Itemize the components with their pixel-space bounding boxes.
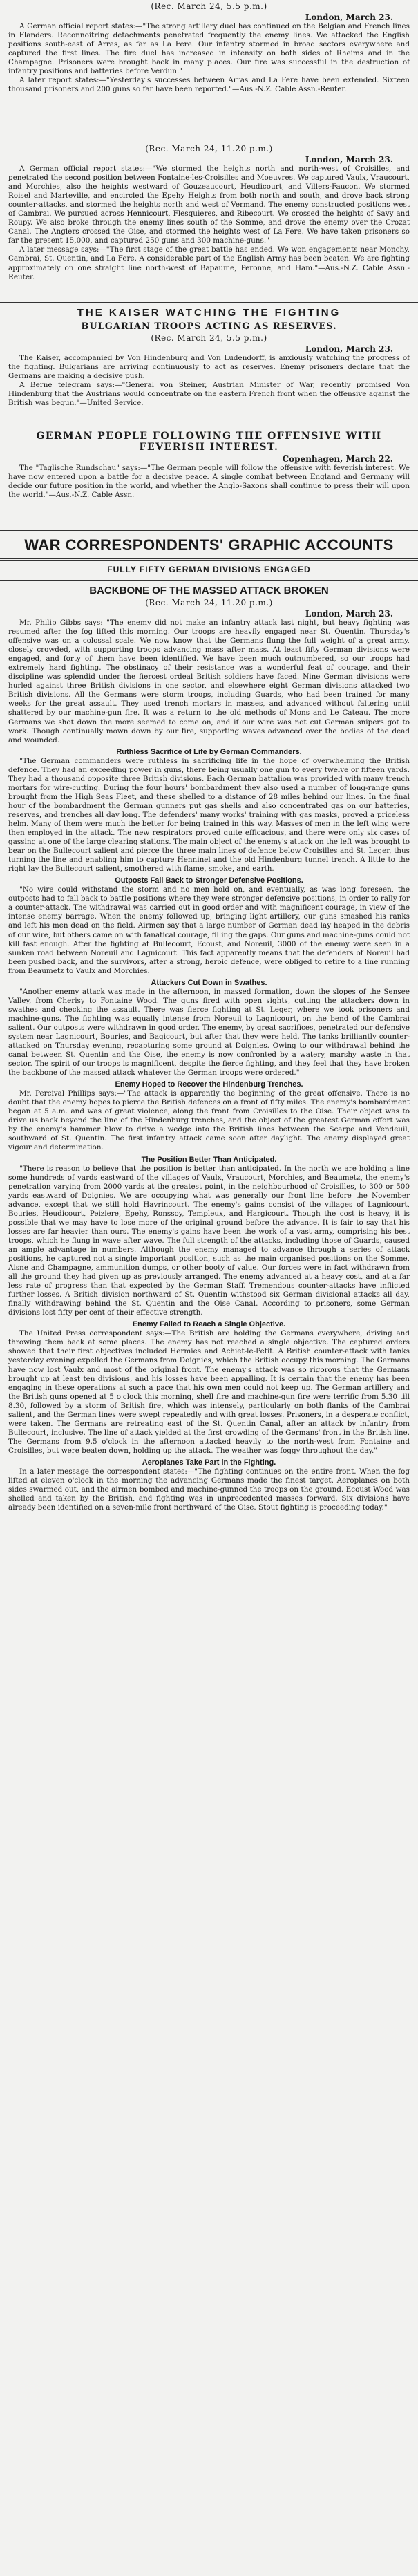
dateline: London, March 23.: [305, 344, 393, 354]
double-rule: [0, 558, 418, 561]
article-headline-line-1: GERMAN PEOPLE FOLLOWING THE OFFENSIVE WITH: [36, 431, 382, 442]
dateline: London, March 23.: [305, 155, 393, 164]
received-line: (Rec. March 24, 11.20 p.m.): [145, 144, 273, 153]
received-line: (Rec. March 24, 5.5 p.m.): [151, 1, 267, 11]
received-line: (Rec. March 24, 11.20 p.m.): [145, 598, 273, 608]
section-paragraph: Mr. Percival Phillips says:—"The attack is apparently the beginning of the great offensive. There is no doubt that the enemy hopes to pierce the British defences on a front of fifty miles. The enemy's bombardment began at 5 a.m. and was of great violence, along the front from Croisilles to the Oise. Their object was to drive us back beyond the line of the Hindenburg trenches, and the object of the greatest German effort was by the enemy's hammer blow to drive a wedge into the British lines between the Scarpe and Vendeuil, southward of St. Quentin. The first infantry attack came soon after daylight. The enemy displayed great vigour and determination.: [8, 1089, 410, 1152]
section-subheading: Enemy Hoped to Recover the Hindenburg Trenches.: [115, 1080, 303, 1089]
dateline: London, March 23.: [305, 609, 393, 619]
kaiser-article: [0, 307, 418, 422]
body-paragraph: A German official report states:—"The strong artillery duel has continued on the Belgian and French lines in Flanders. Reconnoitring detachments penetrated frequently the enemy lines. We attacked the English positions south-east of Arras, as far as La Fere. Our infantry stormed in broad sectors everywhere and captured the first lines. The fire duel has increased in intensity on both sides of Rheims and in the Champagne. Prisoners were brought back in many places. Our fire was successful in the destruction of infantry positions and batteries before Verdun.": [8, 22, 410, 76]
section-subheading: Ruthless Sacrifice of Life by German Commanders.: [116, 747, 302, 756]
received-line: (Rec. March 24, 5.5 p.m.): [151, 333, 267, 343]
double-rule: [0, 579, 418, 581]
body-paragraph: A later report states:—"Yesterday's successes between Arras and La Fere have been extended. Sixteen thousand prisoners and 200 guns so far have been reported."—Aus.-N.Z. Cable Assn.-Reuter.: [8, 76, 410, 94]
body-paragraph: The Kaiser, accompanied by Von Hindenburg and Von Ludendorff, is anxiously watching the progress of the fighting. Bulgarians are arriving continuously to act as reserves. Enemy prisoners declare that the Germans are making a decisive push.: [8, 354, 410, 381]
article-subheadline: FULLY FIFTY GERMAN DIVISIONS ENGAGED: [107, 565, 311, 574]
section-subheading: Aeroplanes Take Part in the Fighting.: [142, 1458, 276, 1467]
section-paragraph: "Another enemy attack was made in the afternoon, in massed formation, down the slopes of the Sensee Valley, from Cherisy to Fontaine Wood. The guns fired with open sights, cutting the attackers down in swathes and checking the assault. There was fierce fighting at St. Leger, where we took prisoners and machine-guns. The fighting was equally intense from Noreuil to Lagnicourt, on the bend of the Cambrai salient. Our outposts were withdrawn in good order. The enemy, by great sacrifices, penetrated our defensive system near Lagnicourt, Bouries, and Bagicourt, but after that they were held. The tanks brilliantly counter-attacked on Thursday evening, recapturing some ground at Doignies. Owing to our withdrawal behind the canal between St. Quentin and the Oise, the enemy is now confronted by a watery, marshy waste in that sector. The spirit of our troops is magnificent, despite the fierce fighting, and they feel that they have broken the backbone of the massed attack whatever the German troops were ordered.": [8, 987, 410, 1078]
double-rule: [0, 301, 418, 303]
section-paragraph: "The German commanders were ruthless in sacrificing life in the hope of overwhelming the British defence. They had an exceeding power in guns, there being usually one gun to every twelve or fifteen yards. They had a thousand opposite three British divisions. Each German battalion was provided with many trench mortars for wire-cutting. During the four hours' bombardment they also used a number of long-range guns brought from the High Seas Fleet, and these shelled to a distance of 28 miles behind our lines. In the final hour of the bombardment the German gunners put gas shells and also concentrated gas on our batteries, reserves, and trenches all day long. The defenders' many works' training with gas masks, proved a priceless helm. Many of them were much the better for being trained in this way. Masses of men in the left wing were then employed in the attack. The new respirators proved quite efficacious, and there were only six cases of gassing at one of the large clearing stations. The main object of the enemy's attack on the left was brought to bear on the Bullecourt salient and pierce the three main lines of defence below Croisilles and St. Leger, thus turning the line and enabling him to capture Henninel and the old Hindenburg tunnel trench. A little to the right lay the Bullecourt salient, smothered with flame, smoke, and earth.: [8, 756, 410, 874]
body-paragraph: The "Taglische Rundschau" says:—"The German people will follow the offensive with feverish interest. We have now entered upon a battle for a decisive peace. A single combat between England and Germany will decide our future position in the world, and whether the Anglo-Saxons shall continue to press their will upon the world."—Aus.-N.Z. Cable Assn.: [8, 464, 410, 500]
double-rule: [0, 530, 418, 532]
article-headline: THE KAISER WATCHING THE FIGHTING: [77, 307, 341, 319]
section-paragraph: "There is reason to believe that the position is better than anticipated. In the north we are holding a line some hundreds of yards eastward of the villages of Vaulx, Vraucourt, Morchies, and Beaumetz, the enemy's penetration varying from 2000 yards at the greatest point, in the neighbourhood of Croisilles, to 300 or 500 yards eastward of Doignies. We are occupying what was generally our front line before the November advance, except that we still hold Havrincourt. The enemy's gains consist of the villages of Lagnicourt, Bouries, Heudicourt, Peiziere, Epehy, Ronssoy, Templeux, and Hargicourt. Though the cost is heavy, it is possible that we may have to lose more of the original ground before the advance. It is fair to say that his losses are far heavier than ours. The enemy's gains have been the work of a vast army, comprising his best troops, which he flung in wave after wave. The full strength of the attacks, including those of Guards, caused an ample advantage in numbers. Although the enemy managed to advance through a series of attack positions, he captured not a single important position, such as the main organised positions on the Somme, Aisne and Champagne, ammunition dumps, or other booty of value. Our forces were in fact withdrawn from all the ground they had given up as previously arranged. The enemy advanced at a heavy cost, and at a far less rate of progress than that expected by the German Staff. Tremendous counter-attacks have inflicted further losses. A British division northward of St. Quentin withstood six German divisional attacks all day, finally withdrawing behind the St. Quentin and the Oise Canal. According to prisoners, some German divisions lost fifty per cent of their effective strength.: [8, 1164, 410, 1317]
section-subheading: Attackers Cut Down in Swathes.: [151, 978, 267, 987]
body-paragraph: A later message says:—"The first stage of the great battle has ended. We won engagements near Monchy, Cambrai, St. Quentin, and La Fere. A considerable part of the English Army has been beaten. We are fighting approximately on one straight line north-west of Bapaume, Peronne, and Ham."—Aus.-N.Z. Cable Assn.-Reuter.: [8, 245, 410, 281]
section-paragraph: In a later message the correspondent states:—"The fighting continues on the entire front. When the fog lifted at eleven o'clock in the morning the advancing Germans made the finest target. Aeroplanes on both sides swarmed out, and the airmen bombed and machine-gunned the troops on the ground. Ecoust Wood was shelled and taken by the British, and fighting was in unprecedented masses forward. Six divisions have already been identified on a seven-mile front northward of the Oise. Stout fighting is proceeding today.": [8, 1467, 410, 1512]
section-subheading: Enemy Failed to Reach a Single Objective.: [132, 1320, 286, 1329]
section-paragraph: "No wire could withstand the storm and no men hold on, and eventually, as was long foreseen, the outposts had to fall back to battle positions where they were stronger defensive positions, in order to rally for a counter-attack. The withdrawal was carried out in good order and with magnificent courage, in view of the intense enemy barrage. When the enemy followed up, bringing light artillery, our guns smashed his ranks and left his men dead on the field. Airmen say that a large number of German dead lay heaped in the debris of our wire, but others came on with fanatical courage, filling the gaps. Our guns and machine-guns could not kill fast enough. After the fighting at Bullecourt, Ecoust, and Noreuil, 3000 of the enemy were seen in a sunken road between Noreuil and Lagnicourt. This fact apparently means that the defenders of Noreuil had been pushed back, and the survivors, after a strong, heroic defence, were obliged to retire to a line running from Beaumetz to Vaulx and Morchies.: [8, 885, 410, 975]
body-paragraph: A Berne telegram says:—"General von Steiner, Austrian Minister of War, recently promised Von Hindenburg that the Austrians would concentrate on the eastern French front when the offensive against the British was begun."—United Service.: [8, 381, 410, 408]
section-paragraph: The United Press correspondent says:—The British are holding the Germans everywhere, driving and throwing them back at some places. The enemy has not reached a single objective. The captured orders showed that their first objectives included Hermies and Achiet-le-Petit. A British counter-attack with tanks yesterday evening expelled the Germans from Doignies, which the British occupy this morning. The Germans have now lost Vaulx and most of the original front. The enemy's attack was so rigorous that the Germans brought up at least ten divisions, and his losses have been appalling. It is certain that the enemy has been engaging in these operations at such a pace that his own men could not keep up. The German artillery and the British guns opened at 5 o'clock this morning, shell fire and machine-gun fire were terrific from 5.30 till 8.30, followed by a storm of British fire, which was intensely, particularly on both flanks of the Cambrai salient, and the German lines were swept repeatedly and with great losses. Prisoners, in a desperate conflict, were taken. The Germans are retreating east of the St. Quentin Canal, after an attack by infantry from Bullecourt, inclusive. The line of attack yielded at the first crowding of the Germans' front in the British line. The Germans from 9.5 o'clock in the afternoon attacked heavily to the north-west from Fontaine and Croisilles, but were beaten down, holding up the attack. The weather was foggy throughout the day.": [8, 1329, 410, 1455]
dateline: London, March 23.: [305, 12, 393, 22]
second-report: [0, 144, 418, 297]
main-headline: WAR CORRESPONDENTS' GRAPHIC ACCOUNTS: [24, 536, 394, 554]
article-headline-line-2: FEVERISH INTEREST.: [139, 442, 279, 453]
top-fragment-report: [0, 1, 418, 136]
section-subheading: Outposts Fall Back to Stronger Defensive Positions.: [115, 876, 303, 885]
section-subheading: The Position Better Than Anticipated.: [141, 1155, 277, 1164]
intro-paragraph: Mr. Philip Gibbs says: "The enemy did not make an infantry attack last night, but heavy fighting was resumed after the fog lifted this morning. Our troops are heavily engaged near St. Quentin. Thursday's offensive was on a colossal scale. We now know that the Germans flung the full weight of a great army, closely crowded, with supporting troops advancing mass after mass. At least fifty German divisions were engaged, and forty of them have been identified. We have been much outnumbered, so our troops had extremely hard fighting. The obstinacy of their resistance was a wonderful feat of courage, and their discipline was splendid under the fiercest ordeal British soldiers have faced. Nine German divisions were hurled against three British divisions in one sector, and elsewhere eight German divisions attacked two British divisions. All the Germans were storm troops, including Guards, who had been trained for many weeks for the great assault. They used trench mortars in masses, and advanced without faltering until shattered by our machine-gun fire. It was a return to the old methods of Mons and Le Cateau. The more Germans we shot down the more seemed to come on, and if our wire was not cut German snipers got to work. Though continually mown down by our fire, supporting waves advanced over the bodies of the dead and wounded.: [8, 619, 410, 744]
war-correspondents-article: [0, 536, 418, 2576]
article-headline: BACKBONE OF THE MASSED ATTACK BROKEN: [89, 585, 329, 596]
body-paragraph: A German official report states:—"We stormed the heights north and north-west of Croisilles, and penetrated the second position between Fontaine-les-Croisilles and Moeuvres. We captured Vaulx, Vraucourt, and Morchies, also the heights westward of Gouzeaucourt, Heudicourt, and Villers-Faucon. We stormed Roisel and Marteville, and encircled the Epehy Heights from both north and south, and drove back strong counter-attacks, and stormed the heights north and west of Vermand. The enemy constructed positions west of Cambrai. We pursued across Hennicourt, Flesquieres, and Ribecourt. We crossed the heights of Savy and Roupy. We also broke through the enemy lines south of the Somme, and drove the enemy over the Crozat Canal. The Anglers crossed the Oise, and stormed the heights west of La Fere. We have taken prisoners so far the present 15,000, and captured 250 guns and 300 machine-guns.": [8, 164, 410, 245]
dateline: Copenhagen, March 22.: [282, 454, 393, 464]
german-people-article: [0, 431, 418, 526]
article-subheadline: BULGARIAN TROOPS ACTING AS RESERVES.: [81, 321, 337, 332]
